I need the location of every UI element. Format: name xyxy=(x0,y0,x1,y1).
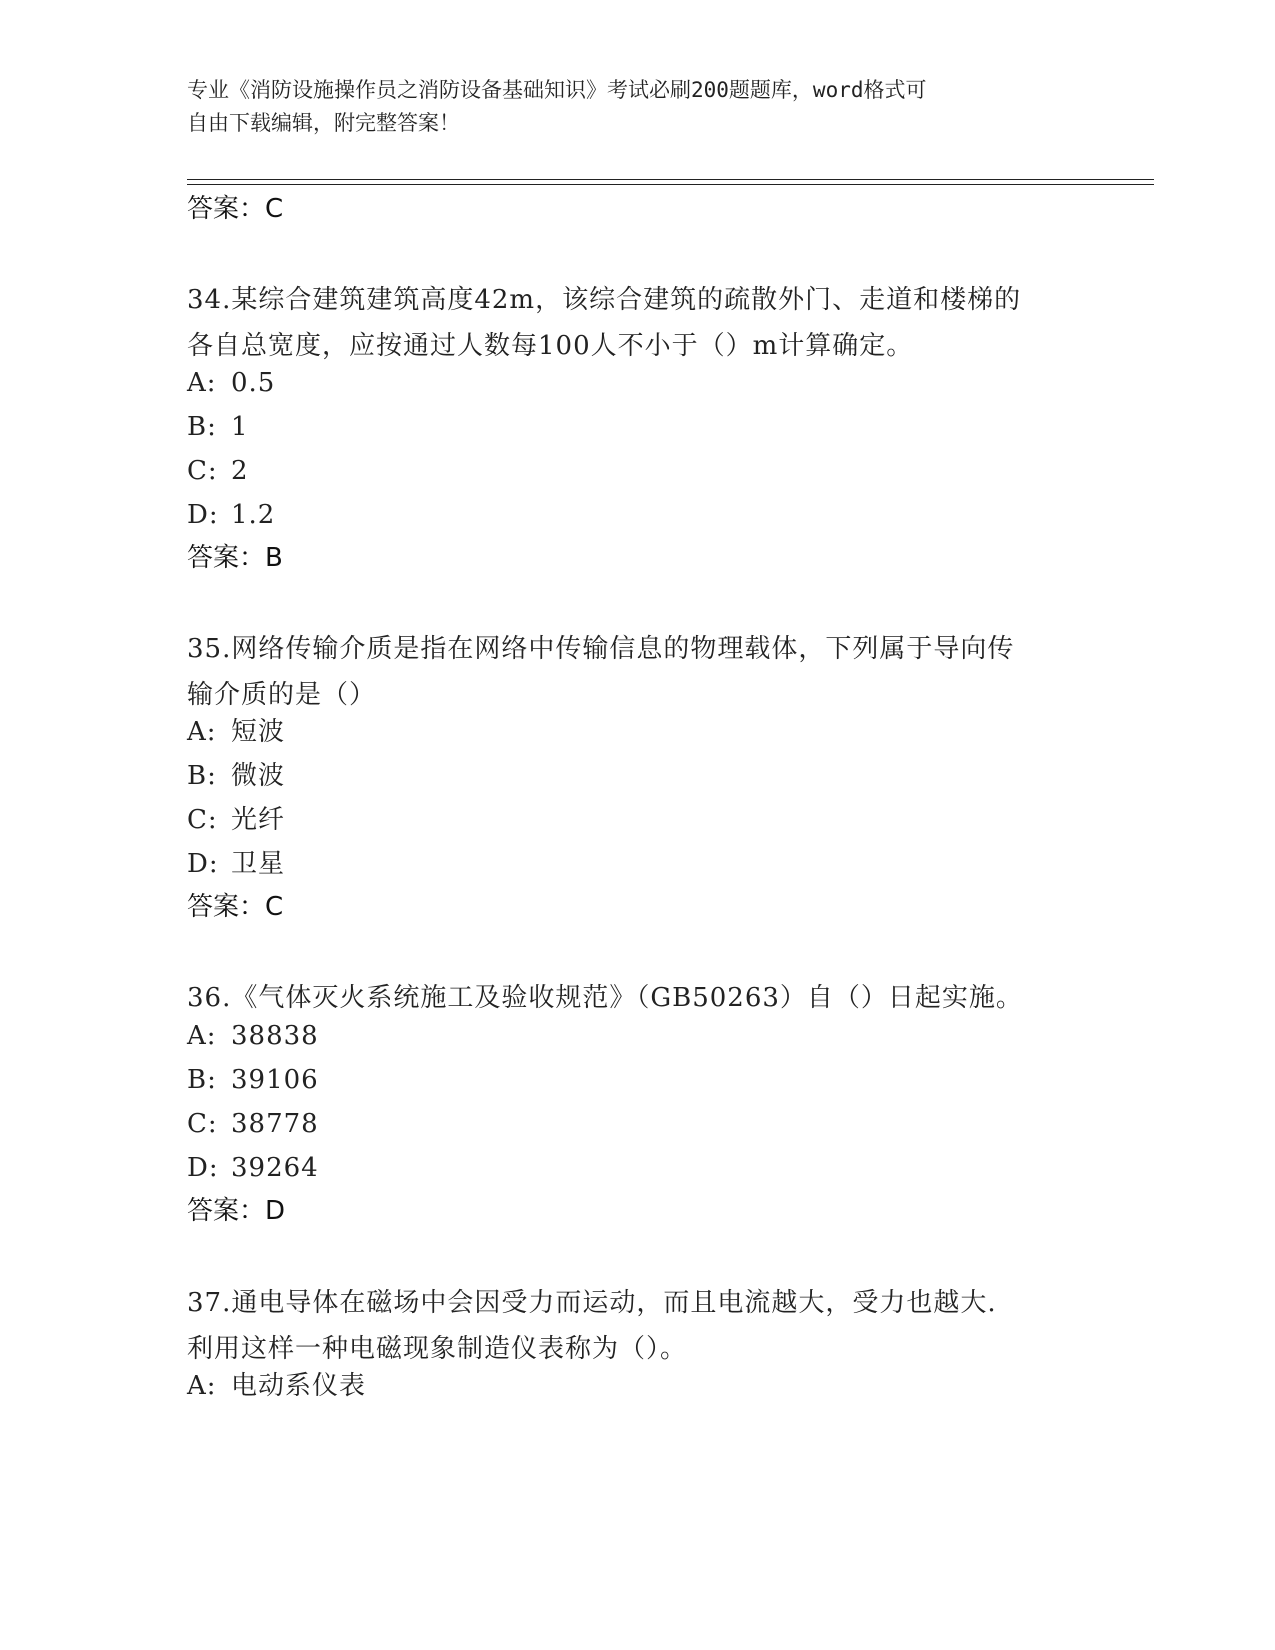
option-c xyxy=(187,803,285,837)
question-text-line-1: 34.某综合建筑建筑高度42m，该综合建筑的疏散外门、走道和楼梯的 xyxy=(187,285,1022,315)
option-text: 38838 xyxy=(231,1021,319,1051)
option-b xyxy=(187,410,249,444)
option-a xyxy=(187,715,285,749)
option-text: 1.2 xyxy=(231,500,276,530)
option-a xyxy=(187,366,275,400)
document-header xyxy=(187,74,1067,140)
header-line-2: 自由下载编辑，附完整答案！ xyxy=(187,111,460,135)
question-text-line-1: 35.网络传输介质是指在网络中传输信息的物理载体，下列属于导向传 xyxy=(187,634,1015,664)
header-line-1: 专业《消防设施操作员之消防设备基础知识》考试必刷200题题库，word格式可 xyxy=(187,78,927,102)
option-text: 2 xyxy=(231,456,249,486)
option-label: D: xyxy=(187,849,219,879)
answer-previous: 答案：C xyxy=(187,194,284,224)
answer-36: 答案：D xyxy=(187,1196,286,1226)
option-c xyxy=(187,454,249,488)
option-text: 39264 xyxy=(231,1153,319,1183)
header-divider-top xyxy=(187,179,1154,180)
option-label: B: xyxy=(187,1065,217,1095)
option-d xyxy=(187,847,285,881)
option-text: 1 xyxy=(231,412,249,442)
option-text: 短波 xyxy=(231,717,286,747)
option-label: D: xyxy=(187,500,219,530)
option-label: B: xyxy=(187,761,217,791)
option-text: 卫星 xyxy=(231,849,286,879)
option-label: C: xyxy=(187,1109,218,1139)
question-34 xyxy=(187,277,1087,369)
option-label: A: xyxy=(187,717,217,747)
option-text: 0.5 xyxy=(231,368,276,398)
question-text-line-2: 各自总宽度，应按通过人数每100人不小于（）m计算确定。 xyxy=(187,331,914,361)
option-a xyxy=(187,1019,319,1053)
question-35 xyxy=(187,626,1087,718)
option-label: A: xyxy=(187,1021,217,1051)
option-label: A: xyxy=(187,1371,217,1401)
option-text: 39106 xyxy=(231,1065,319,1095)
option-b xyxy=(187,759,285,793)
answer-34: 答案：B xyxy=(187,543,283,573)
question-36 xyxy=(187,975,1087,1021)
question-37 xyxy=(187,1280,1087,1372)
option-c xyxy=(187,1107,319,1141)
option-text: 微波 xyxy=(231,761,286,791)
option-label: A: xyxy=(187,368,217,398)
answer-35: 答案：C xyxy=(187,892,284,922)
option-label: C: xyxy=(187,805,218,835)
option-d xyxy=(187,498,275,532)
option-a xyxy=(187,1369,366,1403)
option-b xyxy=(187,1063,319,1097)
option-label: C: xyxy=(187,456,218,486)
option-text: 38778 xyxy=(231,1109,319,1139)
option-text: 电动系仪表 xyxy=(231,1371,367,1401)
header-divider-bottom xyxy=(187,184,1154,185)
option-d xyxy=(187,1151,319,1185)
option-label: B: xyxy=(187,412,217,442)
question-text-line-1: 37.通电导体在磁场中会因受力而运动，而且电流越大，受力也越大. xyxy=(187,1288,997,1318)
option-label: D: xyxy=(187,1153,219,1183)
question-text-line-2: 利用这样一种电磁现象制造仪表称为（）。 xyxy=(187,1334,688,1364)
question-text-line-1: 36.《气体灭火系统施工及验收规范》（GB50263）自（）日起实施。 xyxy=(187,983,1023,1013)
question-text-line-2: 输介质的是（） xyxy=(187,680,377,710)
option-text: 光纤 xyxy=(231,805,286,835)
